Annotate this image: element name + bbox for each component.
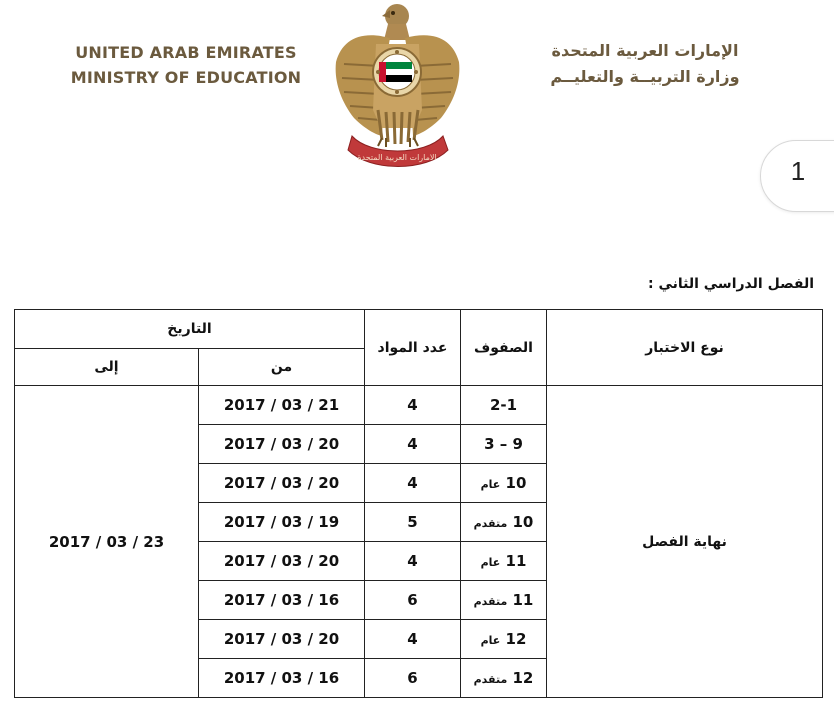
exam-type-cell: نهاية الفصل — [547, 386, 823, 698]
grade-number: 11 — [505, 552, 527, 570]
start-date-cell: 2017 / 03 / 20 — [199, 542, 365, 581]
start-date-cell: 2017 / 03 / 21 — [199, 386, 365, 425]
grade-cell — [461, 542, 547, 581]
ministry-name-ar: وزارة التربيــة والتعليــم — [550, 67, 740, 86]
arabic-header — [520, 38, 770, 90]
start-date-cell: 2017 / 03 / 16 — [199, 659, 365, 698]
subject-count-cell: 4 — [365, 386, 461, 425]
start-date-cell: 2017 / 03 / 20 — [199, 425, 365, 464]
grade-cell — [461, 659, 547, 698]
grade-track: عام — [480, 556, 501, 569]
page-number: 1 — [790, 156, 806, 186]
uae-falcon-emblem-icon — [330, 0, 465, 178]
subject-count-cell: 6 — [365, 581, 461, 620]
start-date-cell: 2017 / 03 / 19 — [199, 503, 365, 542]
grade-track: عام — [480, 634, 501, 647]
table-header-row — [15, 310, 823, 349]
grade-number: 12 — [512, 669, 534, 687]
header-to: إلى — [15, 349, 199, 386]
grade-track: عام — [480, 478, 501, 491]
end-date-cell: 2017 / 03 / 23 — [15, 386, 199, 698]
exam-schedule-table — [14, 309, 823, 698]
start-date-cell: 2017 / 03 / 20 — [199, 620, 365, 659]
subject-count-cell: 4 — [365, 464, 461, 503]
subject-count-cell: 4 — [365, 425, 461, 464]
start-date-cell: 2017 / 03 / 20 — [199, 464, 365, 503]
header-date: التاريخ — [15, 310, 365, 349]
subject-count-cell: 4 — [365, 542, 461, 581]
emblem-ribbon-text: الامارات العربية المتحدة — [357, 153, 437, 162]
grade-number: 2-1 — [489, 396, 518, 414]
grade-track: متقدم — [473, 517, 508, 530]
country-name-ar: الإمارات العربية المتحدة — [551, 41, 739, 60]
ministry-name-en: MINISTRY OF EDUCATION — [70, 68, 302, 87]
header-exam-type: نوع الاختبار — [547, 310, 823, 386]
country-name-en: UNITED ARAB EMIRATES — [75, 43, 297, 62]
subject-count-cell: 4 — [365, 620, 461, 659]
grade-cell — [461, 503, 547, 542]
header-grades: الصفوف — [461, 310, 547, 386]
subject-count-cell: 6 — [365, 659, 461, 698]
grade-track: متقدم — [473, 673, 508, 686]
grade-track: متقدم — [473, 595, 508, 608]
start-date-cell: 2017 / 03 / 16 — [199, 581, 365, 620]
grade-cell — [461, 581, 547, 620]
grade-number: 12 — [505, 630, 527, 648]
header-from: من — [199, 349, 365, 386]
grade-cell — [461, 425, 547, 464]
grade-number: 10 — [512, 513, 534, 531]
grade-cell — [461, 620, 547, 659]
grade-number: 9 – 3 — [484, 435, 523, 453]
grade-cell — [461, 386, 547, 425]
grade-number: 11 — [512, 591, 534, 609]
header-subject-count: عدد المواد — [365, 310, 461, 386]
grade-cell — [461, 464, 547, 503]
english-header — [56, 40, 316, 90]
section-heading: الفصل الدراسي الثاني : — [647, 276, 814, 292]
table-row — [15, 386, 823, 425]
subject-count-cell: 5 — [365, 503, 461, 542]
grade-number: 10 — [505, 474, 527, 492]
